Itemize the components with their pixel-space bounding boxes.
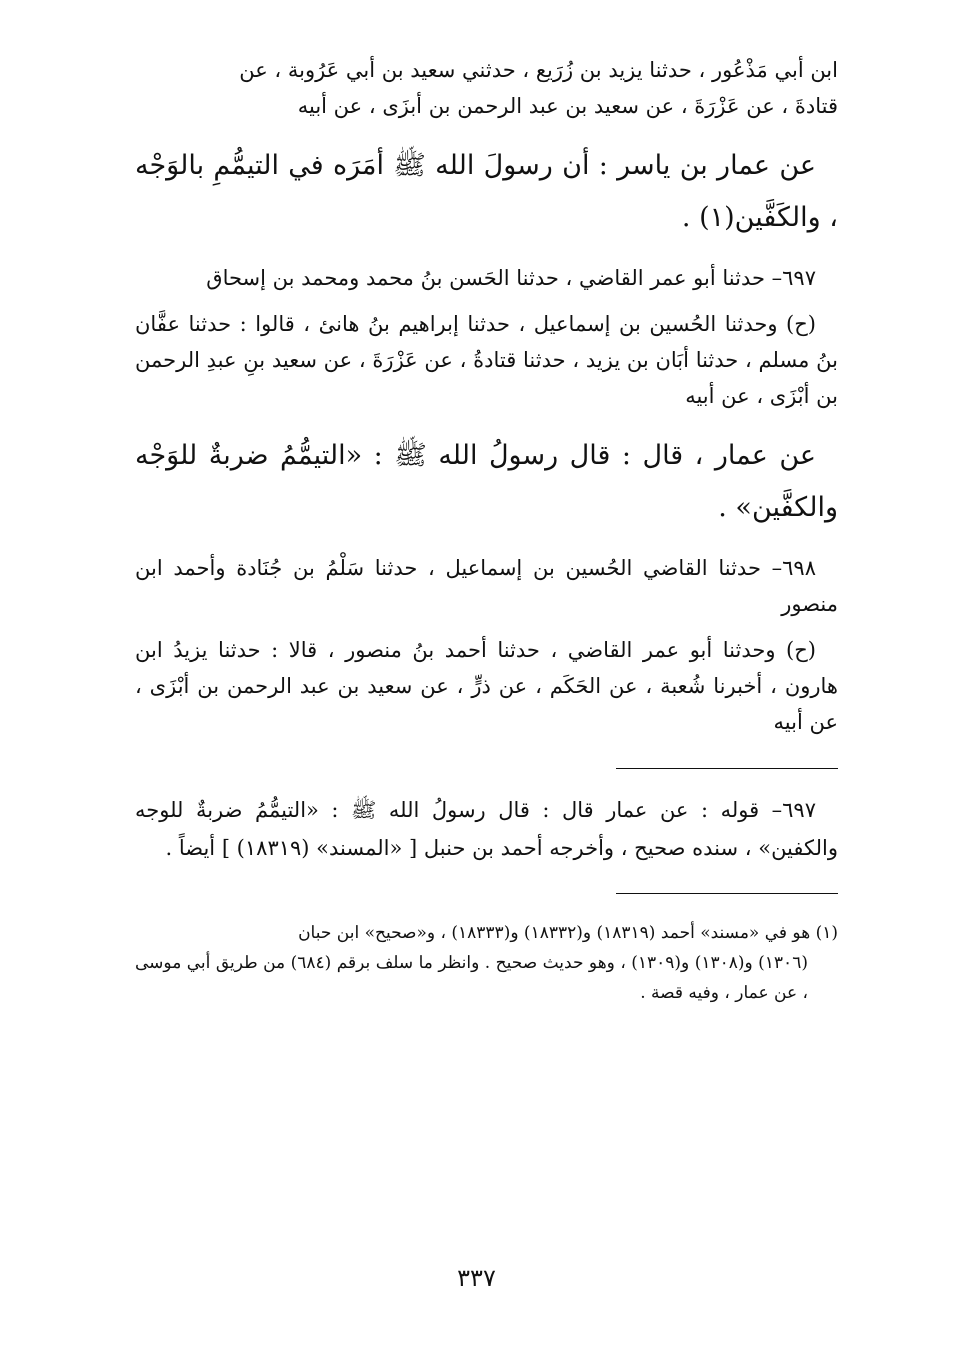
isnad-paragraph: (ح) وحدثنا الحُسين بن إسماعيل ، حدثنا إبراهيم بنُ هانئ ، قالوا : حدثنا عفَّان بنُ مسلم ، حدثنا أبَان بن يزيد ، حدثنا قتادةُ ، عن عَزْرَةَ ، عن سعيد بنِ عبدِ الرحمن بن أبْزَى ، عن أبيه	[135, 312, 838, 408]
isnad-paragraph: (ح) وحدثنا أبو عمر القاضي ، حدثنا أحمد بنُ منصور ، قالا : حدثنا يزيدُ ابن هارون ، أخبرنا شُعبة ، عن الحَكَم ، عن ذرٍّ ، عن سعيد بن عبد الرحمن بن أبْزَى ، عن أبيه	[135, 638, 838, 734]
hadith-heading: ٦٩٧– حدثنا أبو عمر القاضي ، حدثنا الحَسن بنُ محمد ومحمد بن إسحاق	[206, 266, 816, 290]
page-number: ٣٣٧	[457, 1264, 496, 1292]
hadith-text: عن عمار بن ياسر : أن رسولَ الله ﷺ أمَرَه في التيمُّمِ بالوَجْه ، والكَفَّين(١) .	[135, 150, 838, 233]
text-line: قتادةَ ، عن عَزْرَةَ ، عن سعيد بن عبد الرحمن بن أبزَى ، عن أبيه	[297, 94, 838, 118]
commentary-note: ٦٩٧– قوله : عن عمار قال : قال رسولُ الله ﷺ : «التيمُّمُ ضربةٌ للوجه والكفين» ، سنده صحيح ، وأخرجه أحمد بن حنبل [ «المسند» (١٨٣١٩) ] أيضاً .	[135, 798, 838, 860]
section-divider	[616, 768, 838, 769]
footnote-divider	[616, 893, 838, 894]
text-line: ابن أبي مَذْعُور ، حدثنا يزيد بن زُرَيع ، حدثني سعيد بن أبي عَرُوبة ، عن	[239, 58, 838, 82]
footnote-continuation: (١٣٠٦) و(١٣٠٨) و(١٣٠٩) ، وهو حديث صحيح . وانظر ما سلف برقم (٦٨٤) من طريق أبي موسى ، عن عمار ، وفيه قصة .	[135, 953, 808, 1003]
hadith-text: عن عمار ، قال : قال رسولُ الله ﷺ : «التيمُّمُ ضربةٌ للوَجْه والكفَّين» .	[135, 440, 838, 523]
footnote-first-line: (١) هو في «مسند» أحمد (١٨٣١٩) و(١٨٣٣٢) و(١٨٣٣٣) ، و«صحيح» ابن حبان	[298, 923, 838, 943]
page-content	[135, 52, 838, 1008]
hadith-heading: ٦٩٨– حدثنا القاضي الحُسين بن إسماعيل ، حدثنا سَلْمُ بن جُنَادة وأحمد ابن منصور	[135, 556, 838, 616]
footnote	[135, 918, 838, 1008]
